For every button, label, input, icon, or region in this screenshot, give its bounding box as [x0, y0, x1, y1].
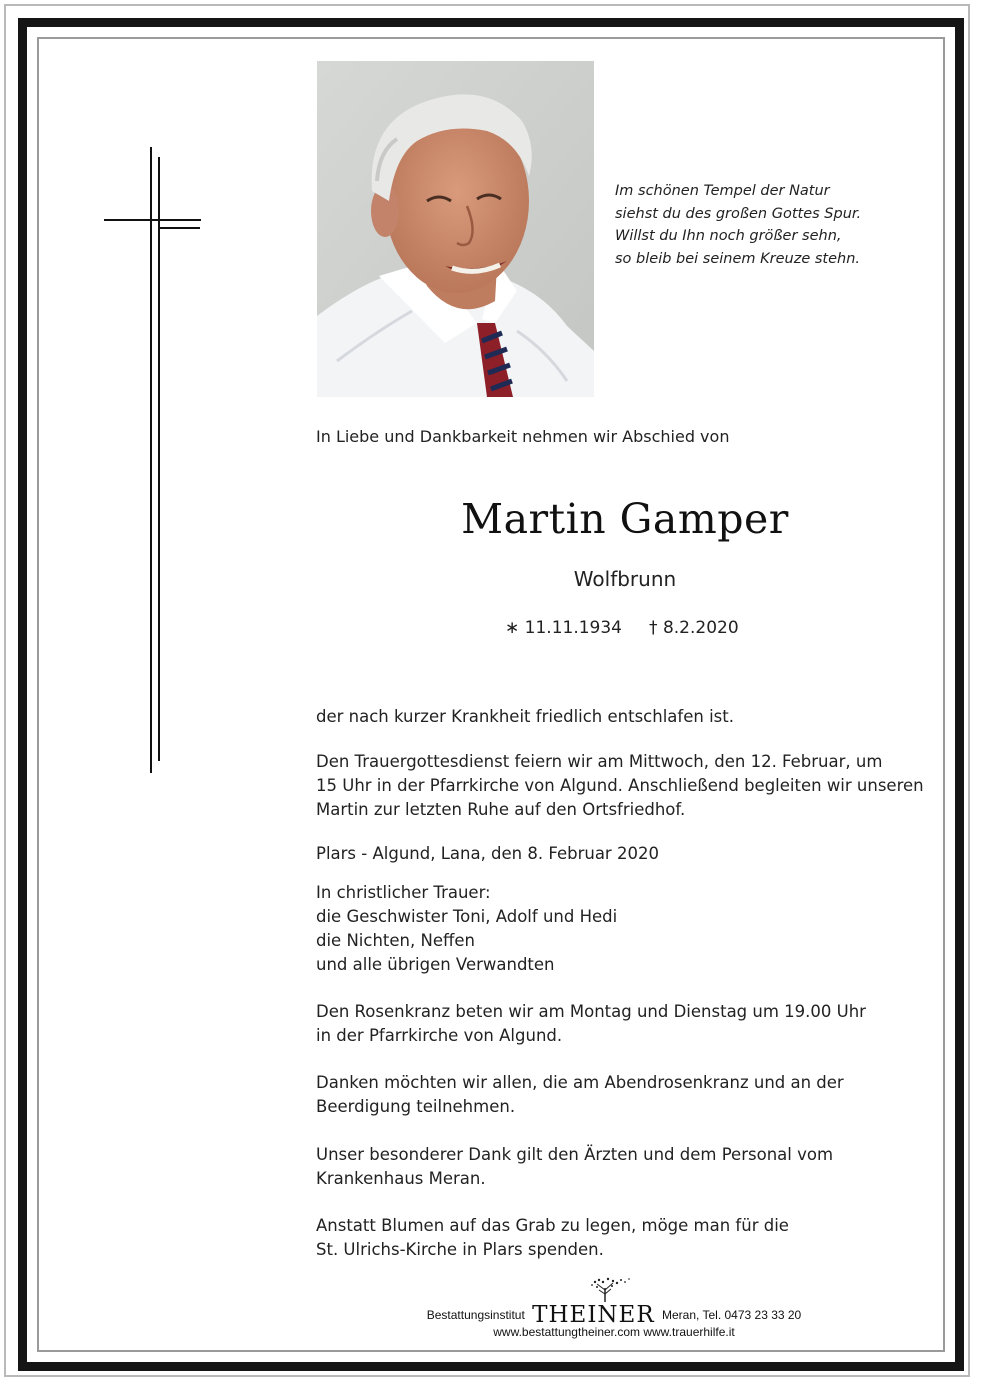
cross-horizontal-beam: [104, 219, 201, 221]
text-line: St. Ulrichs-Kirche in Plars spenden.: [316, 1240, 604, 1259]
text-line: Danken möchten wir allen, die am Abendrosenkranz und an der: [316, 1073, 844, 1092]
birth-date: 11.11.1934: [524, 618, 622, 638]
paragraph-special-thanks: [316, 1143, 833, 1191]
portrait-photo: [317, 61, 594, 397]
paragraph-donations: [316, 1214, 789, 1262]
cross-vertical-beam: [150, 147, 152, 773]
text-line: Unser besonderer Dank gilt den Ärzten und dem Personal vom: [316, 1145, 834, 1164]
intro-text: In Liebe und Dankbarkeit nehmen wir Abschied von: [316, 427, 730, 446]
text-line: Anstatt Blumen auf das Grab zu legen, möge man für die: [316, 1216, 789, 1235]
paragraph-thanks: [316, 1071, 844, 1119]
deceased-name: Martin Gamper: [461, 495, 789, 543]
funeral-home-contact: Meran, Tel. 0473 23 33 20: [662, 1308, 802, 1322]
text-line: der nach kurzer Krankheit friedlich entschlafen ist.: [316, 707, 734, 726]
text-line: Den Rosenkranz beten wir am Montag und Dienstag um 19.00 Uhr: [316, 1002, 866, 1021]
poem: [615, 180, 915, 270]
text-line: die Nichten, Neffen: [316, 931, 475, 950]
text-line: die Geschwister Toni, Adolf und Hedi: [316, 907, 618, 926]
text-line: in der Pfarrkirche von Algund.: [316, 1026, 563, 1045]
death-date: 8.2.2020: [662, 618, 739, 638]
text-line: Martin zur letzten Ruhe auf den Ortsfriedhof.: [316, 800, 686, 819]
life-dates: [505, 618, 739, 638]
text-line: 15 Uhr in der Pfarrkirche von Algund. Anschließend begleiten wir unseren: [316, 776, 924, 795]
cross-horizontal-beam-inner: [160, 227, 200, 229]
paragraph-funeral-service: [316, 750, 924, 822]
deceased-place: Wolfbrunn: [573, 567, 677, 591]
poem-line: Im schönen Tempel der Natur: [615, 183, 830, 199]
tree-logo-icon: [575, 1276, 635, 1302]
poem-line: siehst du des großen Gottes Spur.: [615, 205, 862, 222]
text-line: In christlicher Trauer:: [316, 883, 491, 902]
funeral-home-websites[interactable]: www.bestattungtheiner.com www.trauerhilfe.it: [493, 1325, 735, 1339]
funeral-home-prefix: Bestattungsinstitut: [426, 1308, 525, 1322]
text-line: Beerdigung teilnehmen.: [316, 1097, 516, 1116]
paragraph-mourners: [316, 881, 617, 977]
text-line: Den Trauergottesdienst feiern wir am Mittwoch, den 12. Februar, um: [316, 752, 883, 771]
cross-vertical-beam-inner: [158, 157, 160, 761]
paragraph-passed-away: [316, 705, 734, 729]
death-cross-icon: †: [649, 618, 658, 638]
text-line: Plars - Algund, Lana, den 8. Februar 2020: [316, 844, 659, 863]
text-line: und alle übrigen Verwandten: [316, 955, 555, 974]
poem-line: so bleib bei seinem Kreuze stehn.: [615, 250, 861, 267]
text-line: Krankenhaus Meran.: [316, 1169, 486, 1188]
funeral-home-brand: THEINER: [532, 1302, 655, 1328]
poem-line: Willst du Ihn noch größer sehn,: [615, 228, 842, 244]
paragraph-rosary: [316, 1000, 866, 1048]
birth-star-icon: ∗: [505, 618, 520, 638]
paragraph-place-date: [316, 842, 659, 866]
